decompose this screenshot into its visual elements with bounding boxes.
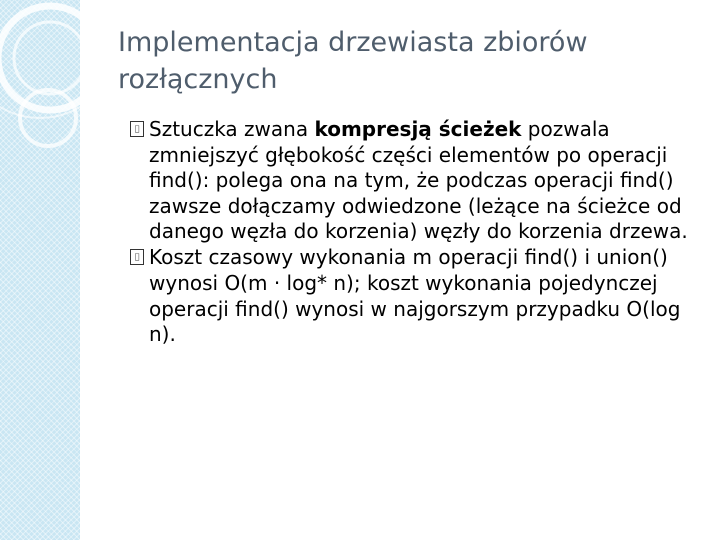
bullet-placeholder-icon [130, 121, 144, 137]
decorative-circle-inner [14, 22, 86, 94]
bullet-text-before: Sztuczka zwana [149, 117, 315, 141]
bullet-item [130, 117, 712, 245]
bullet-bold-term: kompresją ścieżek [314, 117, 522, 141]
bullet-item [130, 245, 712, 347]
bullet-placeholder-icon [130, 249, 144, 265]
bullet-list [130, 117, 712, 348]
slide-title: Implementacja drzewiasta zbiorów rozłącznych [118, 27, 588, 95]
bullet-text-after: pozwala zmniejszyć głębokość części elementów po operacji find(): polega ona na tym, że podczas operacji find() zawsze dołączamy odwiedzone (leżące na ścieżce od danego węzła do korzenia) węzły do korzenia drzewa. [149, 117, 688, 244]
bullet-text: Koszt czasowy wykonania m operacji find() i union() wynosi O(m · log* n); koszt wykonania pojedynczej operacji find() wynosi w najgorszym przypadku O(log n). [149, 245, 681, 347]
